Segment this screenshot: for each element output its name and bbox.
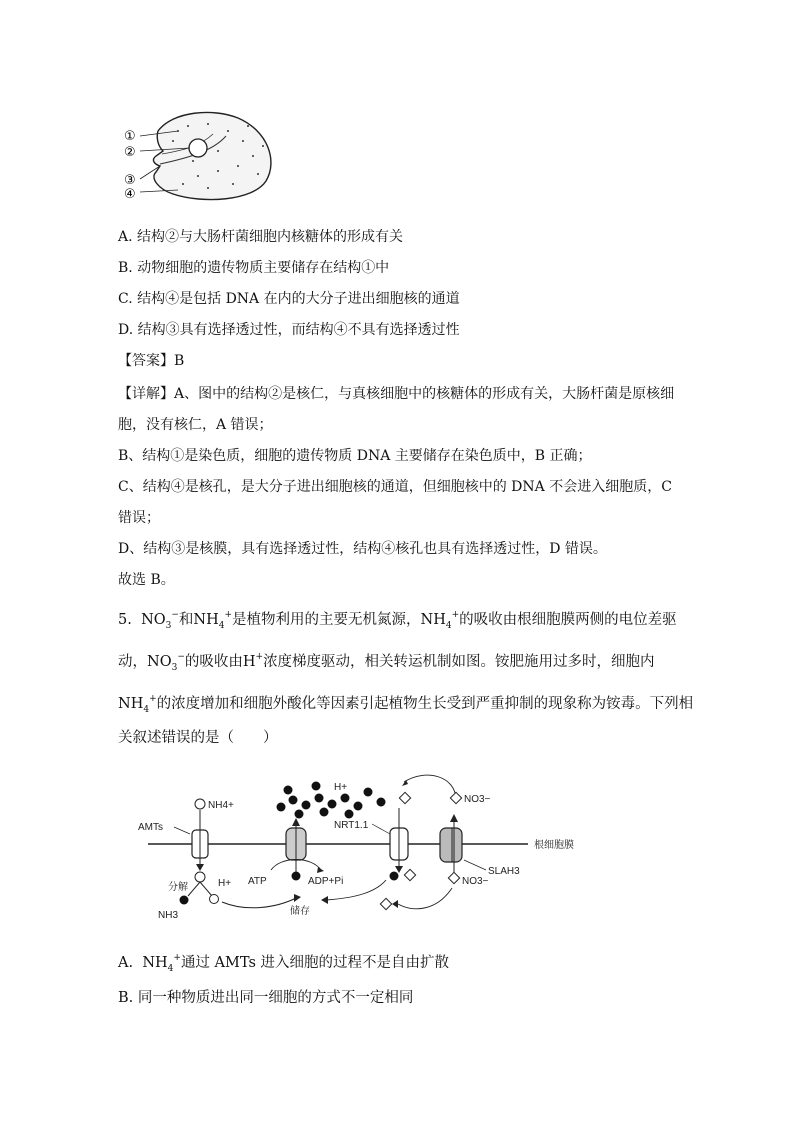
nrt-label: NRT1.1 bbox=[334, 820, 369, 831]
marker-3: ③ bbox=[124, 173, 136, 188]
h-pump-dot bbox=[292, 872, 301, 881]
q4-explanation-3: B、结构①是染色质，细胞的遗传物质 DNA 主要储存在染色质中，B 正确； bbox=[118, 448, 592, 464]
amts-label: AMTs bbox=[138, 822, 163, 833]
no3-diamond-store bbox=[380, 898, 391, 909]
h-outer-label: H+ bbox=[334, 782, 348, 793]
q4-option-c: C. 结构④是包括 DNA 在内的大分子进出细胞核的通道 bbox=[118, 291, 460, 307]
h-inner-label: H+ bbox=[218, 878, 232, 889]
q4-explanation-1: 【详解】A、图中的结构②是核仁，与真核细胞中的核糖体的形成有关，大肠杆菌是原核细 bbox=[118, 386, 675, 402]
q5-line-3: $NH_4^+$的浓度增加和细胞外酸化等因素引起植物生长受到严重抑制的现象称为铵毒。下列相 bbox=[118, 694, 694, 715]
atp-label: ATP bbox=[248, 876, 267, 887]
h-nrt-dot bbox=[390, 872, 399, 881]
nucleolus bbox=[189, 139, 207, 157]
h-ion: H+ bbox=[242, 652, 264, 670]
decompose-label: 分解 bbox=[168, 882, 188, 893]
slah3-channel bbox=[440, 828, 462, 862]
no3-diamond-inner-1 bbox=[404, 869, 415, 880]
no3-inner-label: NO3− bbox=[462, 876, 489, 887]
q4-option-d: D. 结构③具有选择透过性，而结构④不具有选择透过性 bbox=[118, 322, 460, 338]
q5-option-b: B. 同一种物质进出同一细胞的方式不一定相同 bbox=[118, 990, 414, 1006]
q4-explanation-6: D、结构③是核膜，具有选择透过性，结构④核孔也具有选择透过性，D 错误。 bbox=[118, 541, 607, 557]
no3-diamond-outer-2 bbox=[450, 792, 461, 803]
nh4-label: NH4+ bbox=[208, 800, 234, 811]
no3-diamond-inner-2 bbox=[448, 872, 459, 883]
nh4-inner bbox=[195, 872, 205, 882]
nucleus-diagram bbox=[118, 106, 288, 206]
nh4-formula: $NH_4^+$ bbox=[420, 610, 460, 631]
slah3-label: SLAH3 bbox=[488, 866, 520, 877]
nh4-formula: $NH_4^+$ bbox=[142, 953, 181, 974]
nh3-label: NH3 bbox=[158, 910, 179, 921]
q4-option-a: A. 结构②与大肠杆菌细胞内核糖体的形成有关 bbox=[118, 229, 404, 245]
h-outer-dots bbox=[277, 782, 386, 819]
q5-number: 5. bbox=[118, 611, 132, 628]
q4-explanation-4: C、结构④是核孔，是大分子进出细胞核的通道，但细胞核中的 DNA 不会进入细胞质，C bbox=[118, 479, 672, 495]
no3-outer-label: NO3− bbox=[464, 794, 491, 805]
q5-line-1: 5. $NO_3^-$和$NH_4^+$是植物利用的主要无机氮源，$NH_4^+$的吸收由根细胞膜两侧的电位差驱 bbox=[118, 610, 677, 631]
h-inner-dot bbox=[180, 896, 189, 905]
transport-diagram bbox=[136, 772, 596, 922]
nh3-dot bbox=[210, 895, 219, 904]
q4-explanation-5: 错误； bbox=[118, 510, 160, 526]
adp-label: ADP+Pi bbox=[308, 876, 344, 887]
no3-formula: $NO_3^-$ bbox=[147, 652, 185, 673]
q4-answer: 【答案】B bbox=[118, 353, 185, 369]
q4-explanation-2: 胞，没有核仁，A 错误； bbox=[118, 417, 273, 433]
q5-line-4: 关叙述错误的是（ ） bbox=[118, 730, 278, 746]
q5-line-2: 动，$NO_3^-$的吸收由H+浓度梯度驱动，相关转运机制如图。铵肥施用过多时，细胞内 bbox=[118, 652, 655, 673]
storage-label: 储存 bbox=[290, 906, 310, 917]
no3-formula: $NO_3^-$ bbox=[141, 610, 179, 631]
marker-2: ② bbox=[124, 145, 136, 160]
q5-option-a: A. $NH_4^+$通过 AMTs 进入细胞的过程不是自由扩散 bbox=[118, 953, 450, 974]
nh4-outer bbox=[195, 799, 205, 809]
nh4-formula: $NH_4^+$ bbox=[118, 694, 157, 715]
marker-4: ④ bbox=[124, 187, 136, 202]
q4-option-b: B. 动物细胞的遗传物质主要储存在结构①中 bbox=[118, 260, 390, 276]
no3-diamond-outer-1 bbox=[399, 792, 410, 803]
nh4-formula: $NH_4^+$ bbox=[193, 610, 233, 631]
marker-1: ① bbox=[124, 129, 136, 144]
membrane-label: 根细胞膜 bbox=[534, 840, 574, 851]
q4-explanation-7: 故选 B。 bbox=[118, 572, 175, 588]
